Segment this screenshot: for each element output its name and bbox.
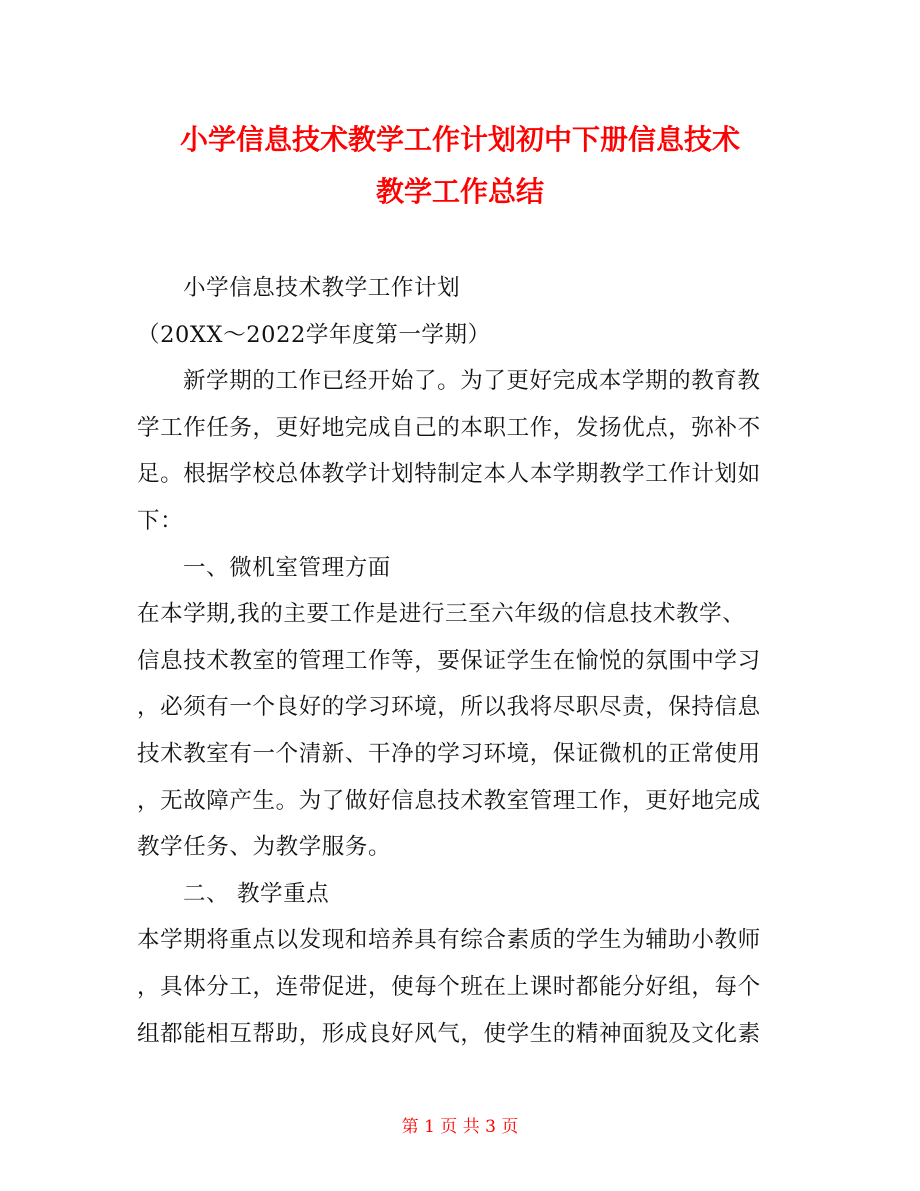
document-body: [137, 265, 797, 1057]
paragraph-line: 本学期将重点以发现和培养具有综合素质的学生为辅助小教师: [137, 927, 761, 954]
paragraph-line: 小学信息技术教学工作计划: [183, 275, 461, 301]
paragraph-line: （20XX～2022学年度第一学期）: [137, 321, 491, 348]
paragraph-line: ，无故障产生。为了做好信息技术教室管理工作，更好地完成: [137, 787, 761, 814]
title-line-1: 小学信息技术教学工作计划初中下册信息技术: [179, 123, 740, 156]
paragraph-line: ，具体分工，连带促进，使每个班在上课时都能分好组，每个: [137, 973, 761, 1000]
paragraph-line: 一、微机室管理方面: [183, 554, 391, 581]
paragraph-line: 下：: [137, 507, 184, 534]
paragraph-line: 在本学期,我的主要工作是进行三至六年级的信息技术教学、: [137, 601, 746, 628]
paragraph-line: 信息技术教室的管理工作等，要保证学生在愉悦的氛围中学习: [137, 647, 761, 674]
paragraph-line: 技术教室有一个清新、干净的学习环境，保证微机的正常使用: [137, 740, 761, 767]
paragraph-line: ，必须有一个良好的学习环境，所以我将尽职尽责，保持信息: [137, 694, 761, 721]
paragraph-line: 足。根据学校总体教学计划特制定本人本学期教学工作计划如: [137, 461, 761, 488]
paragraph-line: 组都能相互帮助，形成良好风气，使学生的精神面貌及文化素: [137, 1020, 761, 1047]
paragraph-line: 二、 教学重点: [183, 880, 330, 907]
paragraph-line: 教学任务、为教学服务。: [137, 834, 392, 861]
paragraph-line: 学工作任务，更好地完成自己的本职工作，发扬优点，弥补不: [137, 414, 761, 441]
page-footer: 第 1 页 共 3 页: [401, 1117, 519, 1137]
paragraph-line: 新学期的工作已经开始了。为了更好完成本学期的教育教: [183, 368, 761, 395]
document-title: [0, 114, 920, 218]
title-line-2: 教学工作总结: [375, 175, 544, 208]
